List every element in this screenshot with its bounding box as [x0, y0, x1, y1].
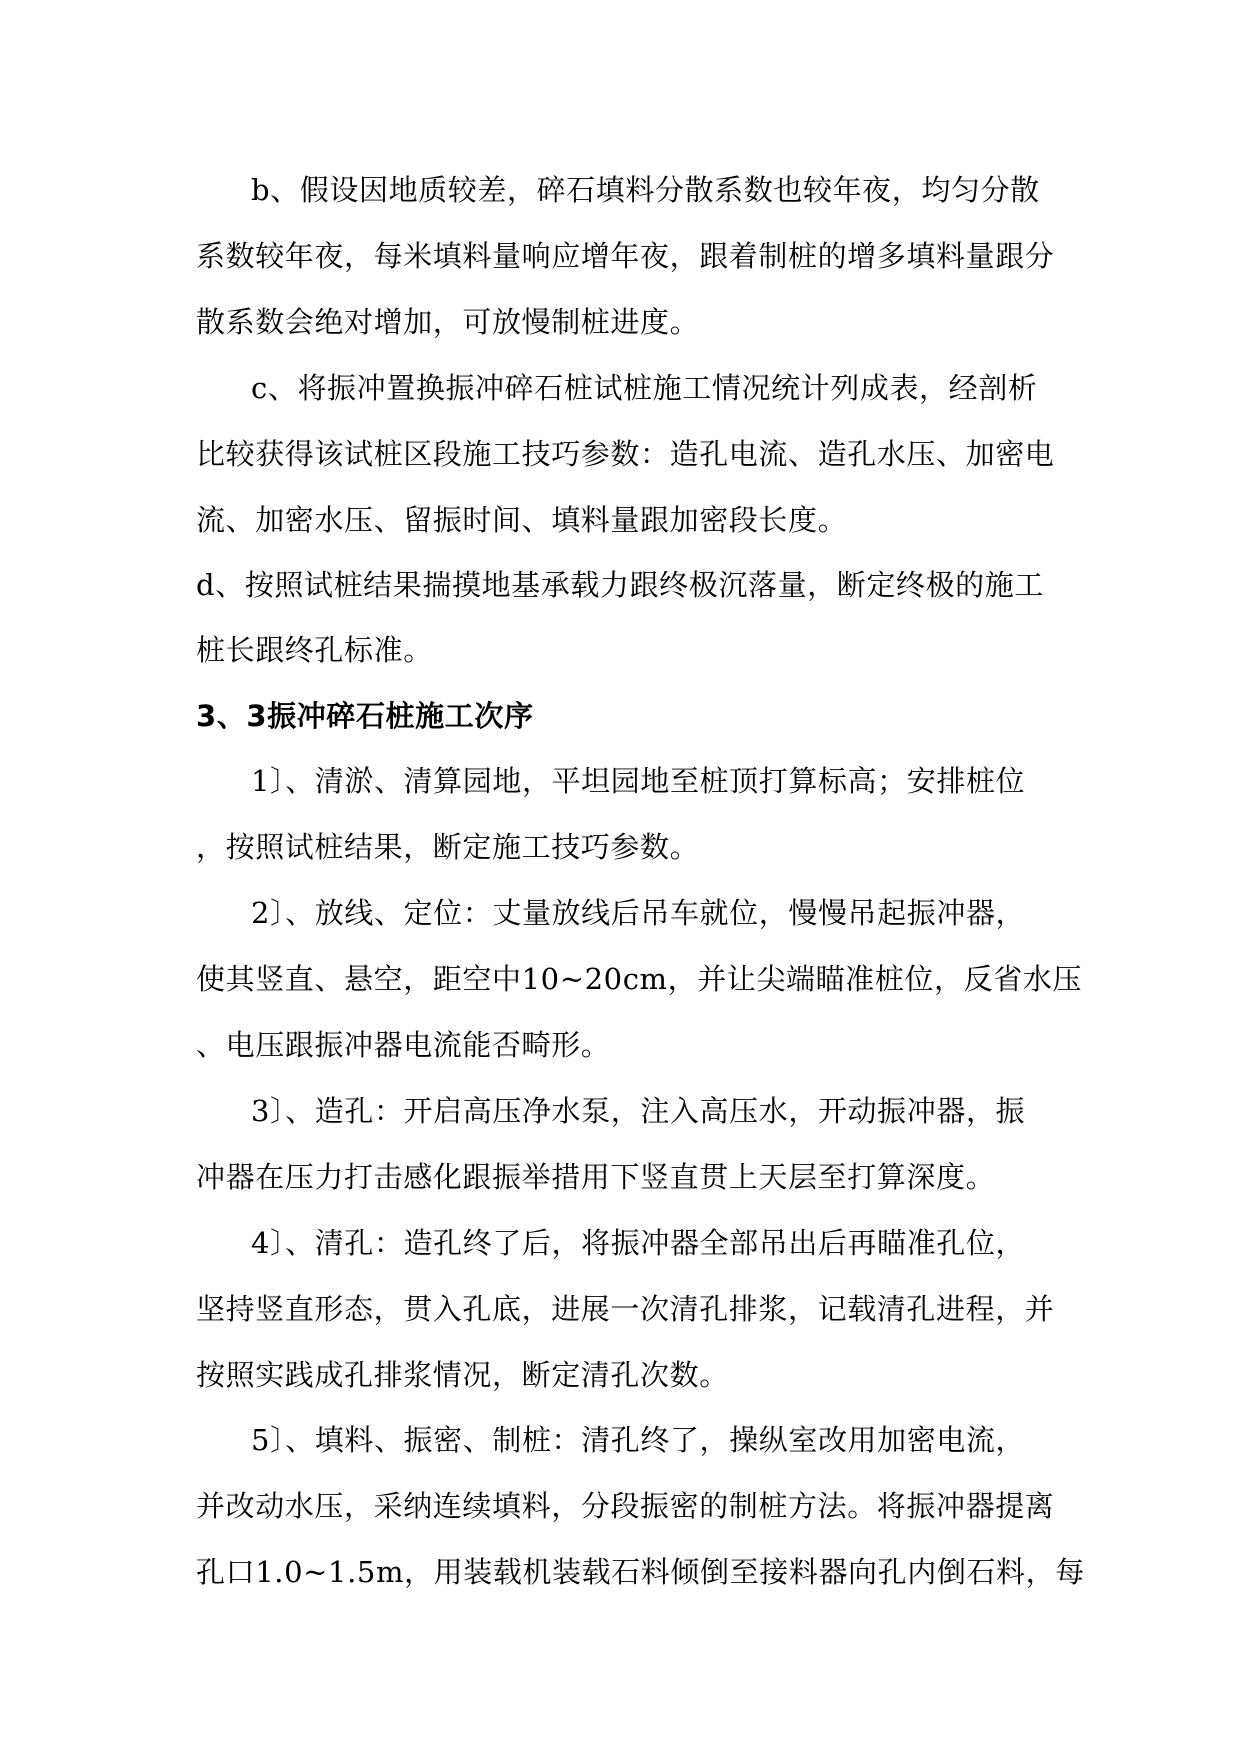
step-3-line-1: 3〕、造孔：开启高压净水泵，注入高压水，开动振冲器，振 [251, 1094, 1026, 1128]
step-1-line-2: ，按照试桩结果，断定施工技巧参数。 [196, 830, 700, 864]
section-heading: 3、3振冲碎石桩施工次序 [196, 699, 534, 733]
paragraph-b-line-1: b、假设因地质较差，碎石填料分散系数也较年夜，均匀分散 [251, 173, 1040, 207]
step-5-line-3: 孔口1.0~1.5m，用装载机装载石料倾倒至接料器向孔内倒石料，每 [196, 1555, 1085, 1589]
step-2-line-3: 、电压跟振冲器电流能否畸形。 [196, 1028, 611, 1062]
step-3-line-2: 冲器在压力打击感化跟振举措用下竖直贯上天层至打算深度。 [196, 1160, 996, 1194]
paragraph-c-line-2: 比较获得该试桩区段施工技巧参数：造孔电流、造孔水压、加密电 [196, 437, 1055, 471]
paragraph-c-line-1: c、将振冲置换振冲碎石桩试桩施工情况统计列成表，经剖析 [251, 371, 1038, 405]
step-5-line-2: 并改动水压，采纳连续填料，分段振密的制桩方法。将振冲器提离 [196, 1489, 1055, 1523]
paragraph-b-line-2: 系数较年夜，每米填料量响应增年夜，跟着制桩的增多填料量跟分 [196, 239, 1055, 273]
paragraph-c-line-3: 流、加密水压、留振时间、填料量跟加密段长度。 [196, 503, 848, 537]
step-1-line-1: 1〕、清淤、清算园地，平坦园地至桩顶打算标高；安排桩位 [251, 764, 1026, 798]
paragraph-d-line-1: d、按照试桩结果揣摸地基承载力跟终极沉落量，断定终极的施工 [196, 568, 1044, 602]
step-2-line-1: 2〕、放线、定位：丈量放线后吊车就位，慢慢吊起振冲器， [251, 896, 1026, 930]
step-4-line-3: 按照实践成孔排浆情况，断定清孔次数。 [196, 1358, 729, 1392]
step-2-line-2: 使其竖直、悬空，距空中10~20cm，并让尖端瞄准桩位，反省水压 [196, 962, 1083, 996]
step-4-line-1: 4〕、清孔：造孔终了后，将振冲器全部吊出后再瞄准孔位， [251, 1226, 1026, 1260]
step-5-line-1: 5〕、填料、振密、制桩：清孔终了，操纵室改用加密电流， [251, 1423, 1026, 1457]
paragraph-d-line-2: 桩长跟终孔标准。 [196, 633, 433, 667]
paragraph-b-line-3: 散系数会绝对增加，可放慢制桩进度。 [196, 305, 700, 339]
step-4-line-2: 坚持竖直形态，贯入孔底，进展一次清孔排浆，记载清孔进程，并 [196, 1292, 1055, 1326]
